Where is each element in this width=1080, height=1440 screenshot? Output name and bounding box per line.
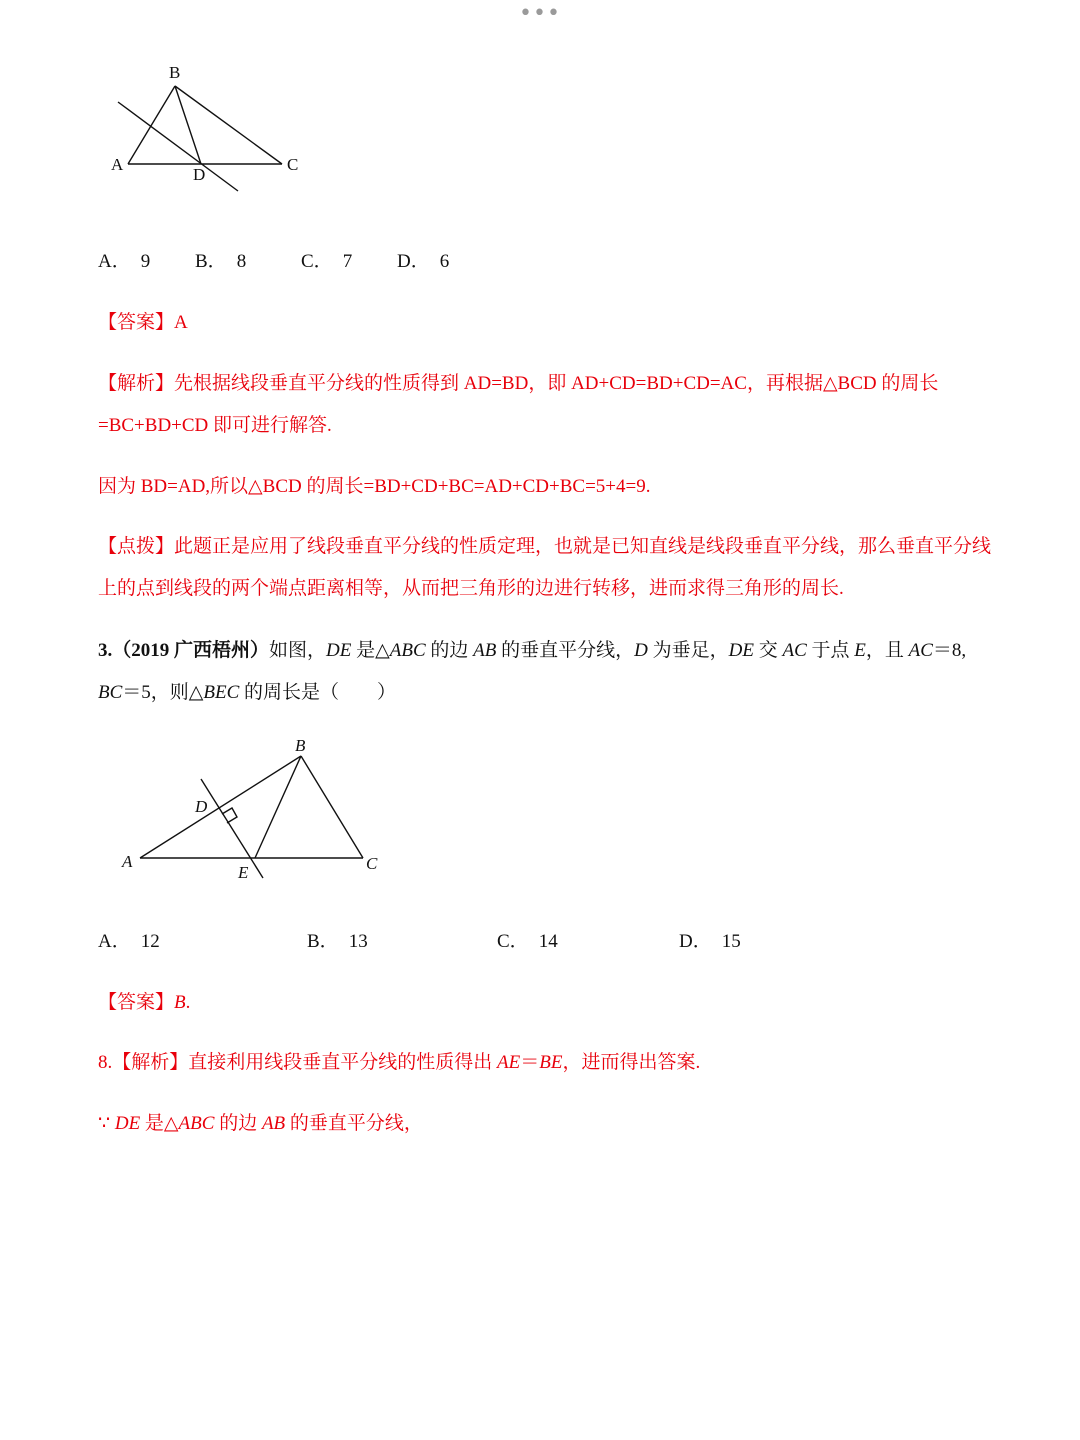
q3-answer: 【答案】B. <box>98 992 191 1013</box>
q2-reason: 因为 BD=AD,所以△BCD 的周长=BD+CD+BC=AD+CD+BC=5+4=9. <box>98 476 651 497</box>
q2-option-b[interactable]: B． 8 <box>195 251 247 272</box>
analysis-tag: 【解析】 <box>98 373 175 394</box>
q3-option-a[interactable]: A． 12 <box>98 931 160 952</box>
q3-options <box>98 926 798 950</box>
label-b: B <box>295 736 306 755</box>
label-b: B <box>169 63 181 82</box>
answer-value: A <box>174 312 188 333</box>
q3-stem-line1: 3.（2019 广西梧州）如图，DE 是△ABC 的边 AB 的垂直平分线，D 为垂足，DE 交 AC 于点 E，且 AC＝8, <box>98 640 967 661</box>
segment-bc <box>175 86 282 164</box>
segment-ab <box>140 756 301 858</box>
answer-value: B <box>174 992 186 1013</box>
label-d: D <box>193 165 206 184</box>
label-e: E <box>238 863 249 882</box>
q2-tip-line1: 【点拨】此题正是应用了线段垂直平分线的性质定理，也就是已知直线是线段垂直平分线，那么垂直平分线 <box>98 536 992 557</box>
q3-option-d[interactable]: D． 15 <box>679 931 741 952</box>
q3-number: 3. <box>98 640 113 661</box>
q3-source: （2019 广西梧州） <box>112 640 270 661</box>
q3-option-b[interactable]: B． 13 <box>307 931 368 952</box>
perpendicular-bisector <box>118 102 238 191</box>
figure-triangle-abc-1 <box>100 58 320 198</box>
figure-triangle-abc-2 <box>110 730 400 890</box>
segment-bd <box>175 86 201 164</box>
line-de <box>201 779 263 878</box>
label-a: A <box>111 155 124 174</box>
q3-analysis: 8.【解析】直接利用线段垂直平分线的性质得出 AE＝BE，进而得出答案. <box>98 1052 701 1073</box>
label-d: D <box>195 797 208 816</box>
answer-tag: 【答案】 <box>98 312 175 333</box>
q2-option-a[interactable]: A． 9 <box>98 251 151 272</box>
segment-bc <box>301 756 363 858</box>
q2-analysis-line2: =BC+BD+CD 即可进行解答. <box>98 415 332 436</box>
answer-tag: 【答案】 <box>98 992 175 1013</box>
tip-tag: 【点拨】 <box>98 536 175 557</box>
more-options-icon[interactable]: ••• <box>519 1 561 26</box>
q2-option-c[interactable]: C． 7 <box>301 251 353 272</box>
q2-answer <box>98 307 188 334</box>
label-c: C <box>287 155 299 174</box>
q2-tip-line2: 上的点到线段的两个端点距离相等，从而把三角形的边进行转移，进而求得三角形的周长. <box>98 578 844 599</box>
q3-stem-line2: BC＝5，则△BEC 的周长是（ ） <box>98 682 397 703</box>
q2-option-d[interactable]: D． 6 <box>397 251 450 272</box>
label-c: C <box>366 854 378 873</box>
q2-options <box>98 246 498 270</box>
q3-option-c[interactable]: C． 14 <box>497 931 558 952</box>
q2-analysis-line1: 【解析】先根据线段垂直平分线的性质得到 AD=BD，即 AD+CD=BD+CD=AC，再根据△BCD 的周长 <box>98 373 939 394</box>
segment-ab <box>128 86 175 164</box>
q3-because: ∵ DE 是△ABC 的边 AB 的垂直平分线， <box>98 1113 423 1134</box>
label-a: A <box>122 852 133 871</box>
